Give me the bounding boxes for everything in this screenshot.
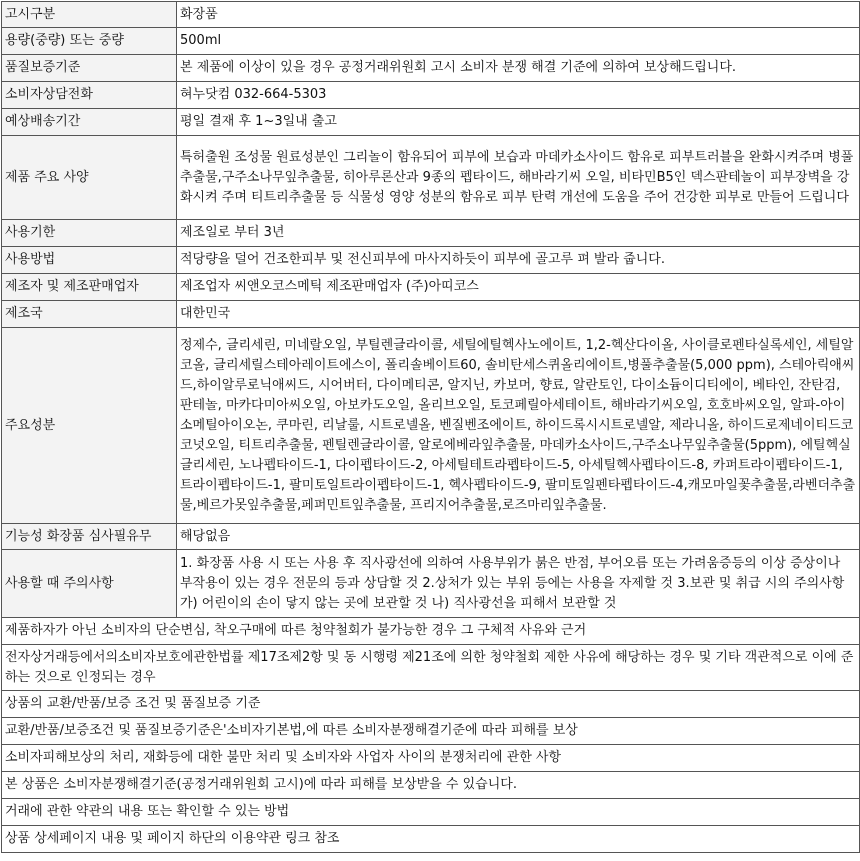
full-row-text: 전자상거래등에서의소비자보호에관한법률 제17조제2항 및 동 시행령 제21조에 의한 청약철회 제한 사유에 해당하는 경우 및 기타 객관적으로 이에 준하는 것으로 인정되는 경우	[2, 645, 860, 691]
full-row-text: 소비자피해보상의 처리, 재화등에 대한 불만 처리 및 소비자와 사업자 사이의 분쟁처리에 관한 사항	[2, 745, 860, 772]
row-label: 주요성분	[2, 328, 177, 524]
table-row	[2, 826, 860, 853]
row-label: 고시구분	[2, 2, 177, 28]
table-row	[2, 55, 860, 82]
row-value: 평일 결재 후 1~3일내 출고	[177, 109, 860, 136]
full-row-text: 본 상품은 소비자분쟁해결기준(공정거래위원회 고시)에 따라 피해를 보상받을 수 있습니다.	[2, 772, 860, 799]
full-row-text: 거래에 관한 약관의 내용 또는 확인할 수 있는 방법	[2, 799, 860, 826]
row-value: 적당량을 덜어 건조한피부 및 전신피부에 마사지하듯이 피부에 골고루 펴 발라 줍니다.	[177, 247, 860, 274]
table-row	[2, 799, 860, 826]
row-label: 예상배송기간	[2, 109, 177, 136]
table-row	[2, 618, 860, 645]
full-row-text: 제품하자가 아닌 소비자의 단순변심, 착오구매에 따른 청약철회가 불가능한 경우 그 구체적 사유와 근거	[2, 618, 860, 645]
table-row	[2, 274, 860, 301]
row-value: 제조업자 씨앤오코스메틱 제조판매업자 (주)아띠코스	[177, 274, 860, 301]
row-value: 대한민국	[177, 301, 860, 328]
row-value: 본 제품에 이상이 있을 경우 공정거래위원회 고시 소비자 분쟁 해결 기준에 의하여 보상해드립니다.	[177, 55, 860, 82]
row-label: 사용방법	[2, 247, 177, 274]
product-notice-table	[1, 1, 860, 853]
table-row	[2, 301, 860, 328]
full-row-text: 상품의 교환/반품/보증 조건 및 품질보증 기준	[2, 691, 860, 718]
table-row	[2, 247, 860, 274]
table-row	[2, 220, 860, 247]
row-value: 제조일로 부터 3년	[177, 220, 860, 247]
row-value: 500ml	[177, 28, 860, 55]
table-row	[2, 82, 860, 109]
table-row	[2, 109, 860, 136]
row-value: 1. 화장품 사용 시 또는 사용 후 직사광선에 의하여 사용부위가 붉은 반점, 부어오름 또는 가려움증등의 이상 증상이나 부작용이 있는 경우 전문의 등과 상담할 것 2.상처가 있는 부위 등에는 사용을 자제할 것 3.보관 및 취급 시의 주의사항 가) 어린이의 손이 닿지 않는 곳에 보관할 것 나) 직사광선을 피해서 보관할 것	[177, 550, 860, 618]
table-row	[2, 645, 860, 691]
row-value: 화장품	[177, 2, 860, 28]
table-row	[2, 550, 860, 618]
table-row	[2, 2, 860, 28]
table-row	[2, 328, 860, 524]
full-row-text: 상품 상세페이지 내용 및 페이지 하단의 이용약관 링크 참조	[2, 826, 860, 853]
table-row	[2, 136, 860, 220]
row-label: 품질보증기준	[2, 55, 177, 82]
row-value: 정제수, 글리세린, 미네랄오일, 부틸렌글라이콜, 세틸에틸헥사노에이트, 1,2-헥산다이올, 사이클로펜타실록세인, 세틸알코올, 글리세릴스테아레이트에스이, 폴리솔베이트60, 솔비탄세스퀴올리에이트,병풀추출물(5,000 ppm), 스테아릭애씨드,하이알루로닉애씨드, 시어버터, 다이메티콘, 알지닌, 카보머, 향료, 알란토인, 다이소듐이디티에이, 베타인, 잔탄검, 판테놀, 마카다미아씨오일, 아보카도오일, 올리브오일, 토코페릴아세테이트, 해바라기씨오일, 호호바씨오일, 알파-아이소메틸아이오논, 쿠마린, 리날룰, 시트로넬올, 벤질벤조에이트, 하이드록시시트로넬알, 제라니올, 하이드로제네이티드코코넛오일, 티트리추출물, 펜틸렌글라이콜, 알로에베라잎추출물, 마데카소사이드,구주소나무잎추출물(5ppm), 에틸헥실글리세린, 노나펩타이드-1, 다이펩타이드-2, 아세틸테트라펩타이드-5, 아세틸헥사펩타이드-8, 카퍼트라이펩타이드-1, 트라이펩타이드-1, 팔미토일트라이펩타이드-1, 헥사펩타이드-9, 팔미토일펜타펩타이드-4,캐모마일꽃추출물,라벤더추출물,베르가못잎추출물,페퍼민트잎추출물, 프리지어추출물,로즈마리잎추출물.	[177, 328, 860, 524]
row-value: 혀누닷컴 032-664-5303	[177, 82, 860, 109]
table-row	[2, 524, 860, 550]
table-row	[2, 28, 860, 55]
row-label: 소비자상담전화	[2, 82, 177, 109]
table-row	[2, 772, 860, 799]
row-value: 해당없음	[177, 524, 860, 550]
table-row	[2, 691, 860, 718]
row-label: 사용할 때 주의사항	[2, 550, 177, 618]
full-row-text: 교환/반품/보증조건 및 품질보증기준은'소비자기본법,에 따른 소비자분쟁해결기준에 따라 피해를 보상	[2, 718, 860, 745]
row-label: 제조자 및 제조판매업자	[2, 274, 177, 301]
row-label: 제품 주요 사양	[2, 136, 177, 220]
table-row	[2, 718, 860, 745]
row-label: 제조국	[2, 301, 177, 328]
table-row	[2, 745, 860, 772]
row-label: 용량(중량) 또는 중량	[2, 28, 177, 55]
row-label: 사용기한	[2, 220, 177, 247]
row-value: 특허출원 조성물 원료성분인 그리놀이 함유되어 피부에 보습과 마데카소사이드 함유로 피부트러블을 완화시켜주며 병풀추출물,구주소나무잎추출물, 히아루론산과 9종의 펩타이드, 해바라기씨 오일, 비타민B5인 덱스판테놀이 피부장벽을 강화시켜 주며 티트리추출물 등 식물성 영양 성분의 함유로 피부 탄력 개선에 도움을 주어 건강한 피부로 만들어 드립니다	[177, 136, 860, 220]
row-label: 기능성 화장품 심사필유무	[2, 524, 177, 550]
